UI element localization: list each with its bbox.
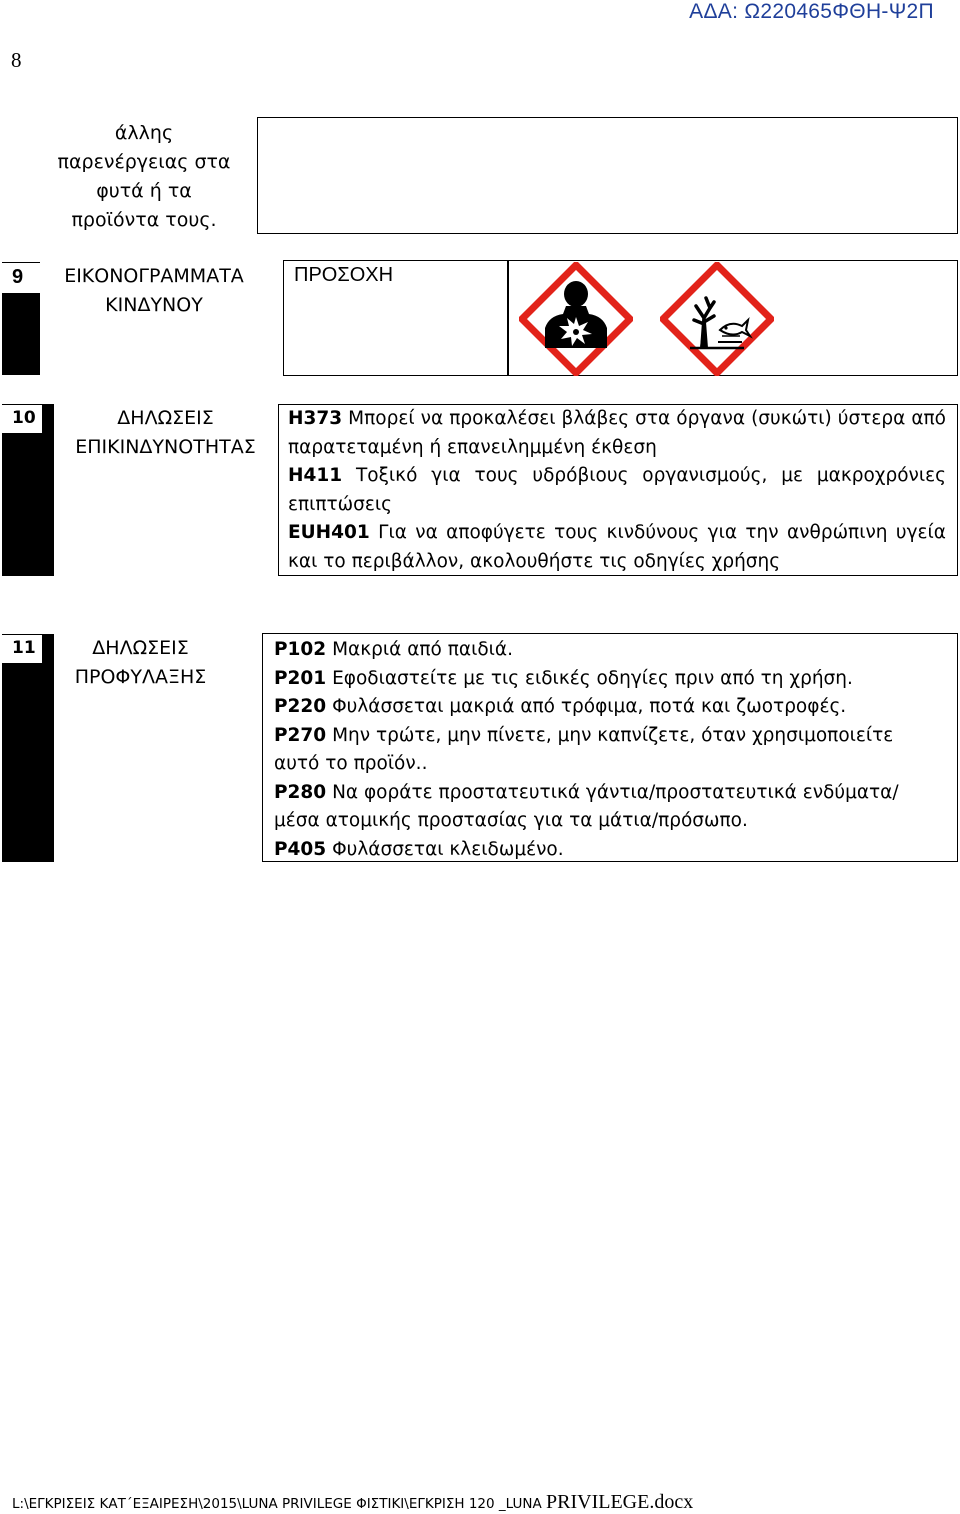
environment-hazard-icon — [660, 262, 774, 376]
signal-word: ΠΡΟΣΟΧΗ — [294, 264, 394, 286]
hazard-statement — [288, 405, 946, 462]
statement-code: P405 — [274, 838, 327, 860]
precaution-statements — [274, 636, 944, 864]
precaution-statement — [274, 636, 944, 665]
row8-label — [44, 119, 244, 235]
statement-text: Μακριά από παιδιά. — [326, 639, 513, 660]
statement-code: H373 — [288, 408, 343, 429]
statement-code: P102 — [274, 639, 327, 660]
statement-code: EUH401 — [288, 522, 370, 543]
precaution-statement — [274, 779, 944, 836]
statement-text: Φυλάσσεται μακριά από τρόφιμα, ποτά και ζωοτροφές. — [326, 696, 847, 717]
row8-label-line: παρενέργειας στα — [57, 151, 231, 173]
row11-label — [58, 634, 223, 692]
statement-code: P280 — [274, 781, 327, 803]
hazard-statement — [288, 462, 946, 519]
row11-number-bar — [2, 634, 54, 862]
row9-label — [44, 262, 264, 320]
precaution-statement — [274, 722, 944, 779]
statement-code: H411 — [288, 465, 343, 486]
statement-text: Εφοδιαστείτε με τις ειδικές οδηγίες πριν από τη χρήση. — [326, 667, 853, 689]
statement-text: Φυλάσσεται κλειδωμένο. — [326, 838, 564, 860]
health-hazard-icon — [519, 262, 633, 376]
footer-path — [12, 1491, 693, 1514]
row8-value-cell — [257, 117, 958, 234]
statement-code: P201 — [274, 667, 327, 689]
statement-text: Για να αποφύγετε τους κινδύνους για την ανθρώπινη υγεία και το περιβάλλον, ακολουθήστε τις οδηγίες χρήσης — [288, 522, 946, 572]
precaution-statement — [274, 693, 944, 722]
statement-code: P270 — [274, 724, 327, 746]
row11-label-line: ΔΗΛΩΣΕΙΣ — [92, 637, 189, 659]
statement-text: Μπορεί να προκαλέσει βλάβες στα όργανα (συκώτι) ύστερα από παρατεταμένη ή επανειλημμένη έκθεση — [288, 408, 946, 458]
ada-code: ΑΔΑ: Ω220465ΦΘΗ-Ψ2Π — [689, 0, 934, 23]
statement-text: Μην τρώτε, μην πίνετε, μην καπνίζετε, όταν χρησιμοποιείτε αυτό το προϊόν.. — [274, 724, 894, 774]
hazard-statements — [288, 405, 946, 576]
row9-number: 9 — [12, 266, 24, 288]
page-number: 8 — [11, 48, 22, 72]
row11-number: 11 — [12, 638, 36, 658]
footer-path-text: L:\ΕΓΚΡΙΣΕΙΣ ΚΑΤ΄ΕΞΑΙΡΕΣΗ\2015\LUNA PRIVILEGE ΦΙΣΤΙΚΙ\ΕΓΚΡΙΣΗ 120 _LUNA — [12, 1496, 546, 1512]
row8-label-line: προϊόντα τους. — [71, 209, 217, 231]
row8-label-line: άλλης — [114, 122, 174, 144]
hazard-statement — [288, 519, 946, 576]
row9-divider — [507, 261, 509, 375]
row8-label-line: φυτά ή τα — [96, 180, 192, 202]
footer-filename: PRIVILEGE.docx — [546, 1491, 694, 1513]
row10-label-line: ΔΗΛΩΣΕΙΣ — [117, 407, 214, 429]
row9-label-line: ΚΙΝΔΥΝΟΥ — [105, 294, 203, 316]
row10-label — [58, 404, 273, 462]
row10-label-line: ΕΠΙΚΙΝΔΥΝΟΤΗΤΑΣ — [75, 436, 256, 458]
precaution-statement — [274, 665, 944, 694]
statement-text: Να φοράτε προστατευτικά γάντια/προστατευτικά ενδύματα/μέσα ατομικής προστασίας για τα μάτια/πρόσωπο. — [274, 781, 899, 831]
row11-label-line: ΠΡΟΦΥΛΑΞΗΣ — [74, 666, 207, 688]
row9-label-line: ΕΙΚΟΝΟΓΡΑΜΜΑΤΑ — [64, 265, 244, 287]
statement-code: P220 — [274, 696, 327, 717]
precaution-statement — [274, 836, 944, 865]
statement-text: Τοξικό για τους υδρόβιους οργανισμούς, με μακροχρόνιες επιπτώσεις — [288, 465, 946, 515]
row10-number: 10 — [12, 408, 36, 428]
